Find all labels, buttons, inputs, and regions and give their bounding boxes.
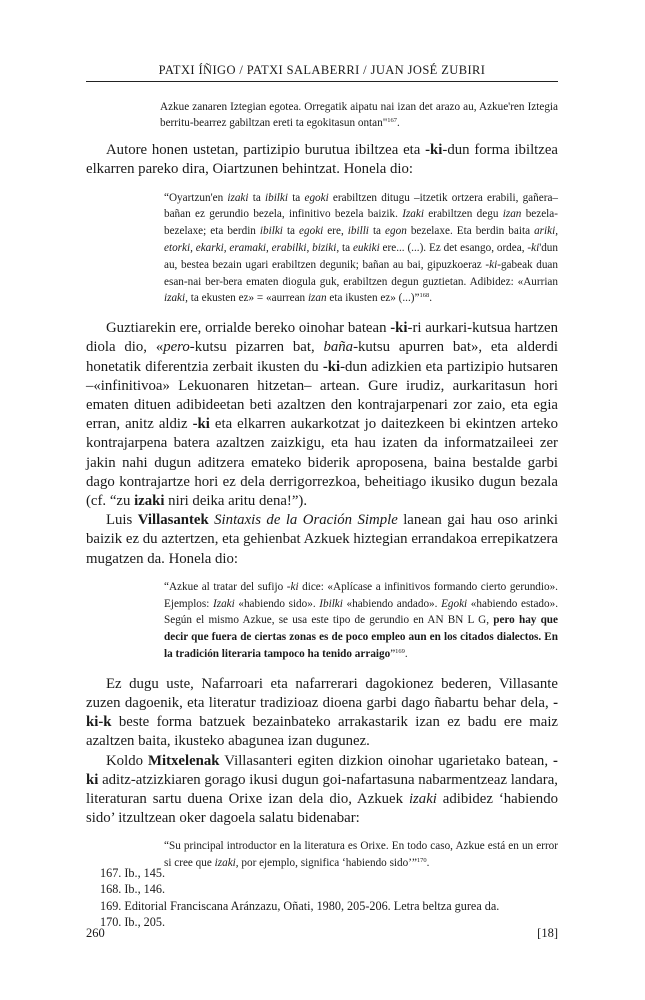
text-run: aditz-atzizkiaren gorago ikusi dugun goi-nafartasuna nabarmentzeaz landara, literaturan sartu duena Orixe izan dela dio, Azkuek [86,771,558,808]
italic-run: egoki [304,191,329,204]
text-run: ere... (...). Ez det esango, ordea, [379,241,528,254]
text-run: Koldo [106,752,149,769]
footnote-170: 170. Ib., 205. [100,915,165,930]
text-run: bezelaxe. Eta berdin baita [406,225,535,238]
italic-run: -ki [485,258,498,271]
text-run: -dun forma ibiltzea elkarren pareko dira, Oiartzunen behintzat. Honela dio: [86,142,558,178]
paragraph-5 [86,752,558,829]
text-run: ta [288,191,305,204]
paragraph-4 [86,675,558,752]
text-run: erabiltzen ditugu –itzetik ortzera erabili, gañera– bañan ez gerundio bezela, infinitivo bezela baizik. [164,191,558,221]
quote-continuation [160,100,558,131]
bold-run: -ki [192,416,210,433]
text-run: «habiendo sido». [234,597,320,610]
text-run: bezela-bezelaxe; eta berdin [164,208,558,238]
bold-run: -ki [86,752,558,788]
text-run: niri deika aritu dena!”). [164,493,308,509]
italic-run: Izaki [402,208,424,221]
bold-run: -ki-k [86,695,558,731]
header-rule [86,81,558,82]
italic-run: ibilki [265,191,288,204]
text-run: beste forma batzuek bezainbateko arrakastarik izan ez badu ere maiz azaltzen baita, ikusteko abagunea izan dugunez. [86,714,558,750]
paragraph-1 [86,141,558,179]
text-run: -kutsu pizarren bat, [189,339,324,356]
bold-run: izaki [134,493,165,509]
footnote-167: 167. Ib., 145. [100,866,165,880]
footnote-169: 169. Editorial Franciscana Aránzazu, Oñati, 1980, 205-206. Letra beltza gurea da. [100,898,500,913]
paragraph-3 [86,511,558,569]
text-run: «habiendo estado». Según el mismo Azkue, se usa este tipo de gerundio en AN BN L G, [164,597,558,627]
italic-run: ibilli [347,225,369,238]
text-run: por ejemplo, significa ‘habiendo sido’” [238,857,417,870]
italic-run: izaki, [214,857,239,870]
text-run: Villasanteri egiten dizkion oinohar ugarietako batean, [219,752,554,769]
page-number: 260 [86,926,105,940]
text-run: Guztiarekin ere, orrialde bereko oinohar batean [106,320,391,337]
italic-run: izaki [408,791,437,808]
text-run: Autore honen ustetan, partizipio burutua ibiltzea eta [106,142,426,159]
running-head: PATXI ÍÑIGO / PATXI SALABERRI / JUAN JOSÉ ZUBIRI [158,63,486,77]
italic-run: -ki [286,580,299,593]
text-run: Ez dugu uste, Nafarroari eta nafarrerari dagokionez bederen, Villasante zuzen dagoenik, eta literatur tradizioaz dioena garbi dago ñabartu behar dela, [86,675,558,711]
footnote-ref[interactable]: 169 [395,648,405,655]
text-run: ” [390,648,396,660]
text-run: Luis [106,512,138,529]
italic-run: Ibilki [319,597,343,610]
footnote-ref-167[interactable]: 167 [387,116,398,124]
text-run: . [429,292,433,305]
text-run: -gabeak duan esan-nai ber-bera ematen diogula guk, erabiltzen degun guztietan. Adibidez: «Aurrian [164,258,558,288]
footnote-ref[interactable]: 168 [419,292,430,300]
footnotes [100,865,558,931]
bold-run: -ki [390,320,408,337]
block-quote-villasante [164,579,558,663]
bold-run: -ki [425,142,443,159]
italic-run: pero [163,339,190,356]
quote-continuation-text: Azkue zanaren Iztegian egotea. Orregatik aipatu nai izan det arazo au, Azkue'ren Iztegia berritu-bearrez gabiltzan ereti ta egokitasun ontan" [160,101,558,129]
text-run: adibidez ‘habiendo sido’ itzultzean oker dagoela salatu bidenabar: [86,791,558,827]
italic-run: Egoki [441,597,468,610]
text-run: «habiendo andado». [342,597,442,610]
paragraph-2 [86,319,558,511]
text-run: . [404,648,408,660]
text-run: eta ikusten ez» (...)” [326,292,420,305]
italic-run: izan [307,292,327,305]
text-run: “Oyartzun'en [164,191,228,204]
block-quote-lekuona [164,190,558,308]
italic-run: izan [502,208,522,221]
footnote-168: 168. Ib., 146. [100,882,165,897]
bold-run: -ki [322,358,341,375]
text-run: erabiltzen degu [423,208,503,221]
text-run: . [426,857,430,870]
italic-run: Izaki [213,597,235,610]
italic-run: eukiki [352,241,380,254]
italic-run: egon [385,225,407,238]
italic-run: ariki, etorki, ekarki, eramaki, erabilki, biziki, [164,225,558,254]
italic-run: izaki [227,191,249,204]
text-run: ta [282,225,300,238]
footnote-ref[interactable]: 170 [416,857,427,865]
text-run: ta [368,225,386,238]
text-run: ere, [323,225,348,238]
italic-run: -ki [527,241,540,254]
text-run: ta [248,191,265,204]
text-run: 'dun au, bestea bezain ugari erabiltzen degunik; bañan au bai, gipuzkoeraz [164,241,558,271]
text-run: eta elkarren aukarkotzat jo daitezkeen bi ekintzen arteko kontrajarpena batera azaltzen zaizkigu, eta hau izaten da informatzaileei zer jakin nahi dugun aditzera emateko biderik aproposena, baina bestalde garbi dago kontrajartze hori ez dela derrigorrezkoa, beheitiago ikusiko dugun bezala (cf. “zu [86,416,558,509]
italic-run: egoki [299,225,324,238]
text-run: -kutsu apurren bat», eta alderdi honetatik diferentzia zerbait ikusten du [86,339,558,375]
italic-run: baña [323,339,354,356]
italic-run: Sintaxis de la Oración Simple [214,512,398,529]
quote-continuation-end: . [397,116,400,129]
body-text [86,100,558,884]
italic-run: ibilki [259,225,283,238]
bold-run: Mitxelenak [148,752,220,769]
text-run: -ri aurkari-kutsua hartzen diola dio, « [86,320,558,356]
italic-run: izaki, [164,292,188,305]
bold-run: pero hay que decir que fuera de ciertas zonas es de poco empleo aun en los citados dialectos. En la tradición literaria tampoco ha tenido arraigo [164,614,558,660]
text-run: “Su principal introductor en la literatura es Orixe. En todo caso, Azkue está en un error si cree que [164,840,558,870]
text-run: -dun adizkien eta partizipio hutsaren –«infinitivoa» Lekuonaren hitzetan– artean. Gure irudiz, aurkaritasun hori ematen dituen adibideetan beti azaltzen den kontrajarpenari zor zaio, eta egia erran, anitz aldiz [86,358,558,433]
bold-run: Villasantek [137,512,209,529]
text-run: “Azkue al tratar del sufijo [164,580,287,593]
text-run: dice: «Aplícase a infinitivos formando cierto gerundio». Ejemplos: [164,580,558,610]
section-number: [18] [537,926,558,940]
text-run: lanean gai hau oso arinki baizik ez du aztertzen, eta gehienbat Azkuek hiztegian errandakoa errepikatzera mugatzen da. Honela dio: [86,512,558,567]
text-run: ta ekusten ez» = «aurrean [187,292,308,305]
text-run: ta [339,241,353,254]
